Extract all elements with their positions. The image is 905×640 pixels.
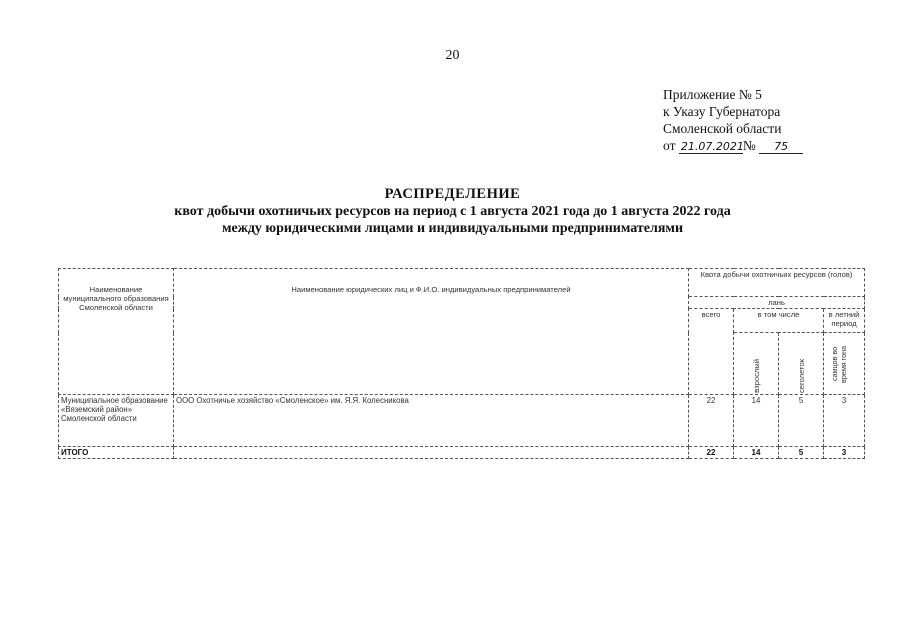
title-main: РАСПРЕДЕЛЕНИЕ	[384, 186, 521, 202]
header-including: в том числе	[734, 309, 824, 333]
total-total: 22	[689, 447, 734, 459]
total-row	[59, 447, 865, 459]
table-row	[59, 395, 865, 447]
appendix-block	[663, 86, 803, 154]
appendix-line-1: Приложение № 5	[663, 87, 762, 102]
total-entity-empty	[174, 447, 689, 459]
header-species: лань	[689, 297, 865, 309]
cell-municipality: Муниципальное образование «Вяземский район» Смоленской области	[59, 395, 174, 447]
cell-yearling: 5	[779, 395, 824, 447]
appendix-number: 75	[759, 141, 803, 154]
appendix-number-sign: №	[742, 138, 756, 153]
appendix-from-prefix: от	[663, 138, 676, 153]
total-adult: 14	[734, 447, 779, 459]
total-males-rut: 3	[824, 447, 865, 459]
title-line-2: квот добычи охотничьих ресурсов на период с 1 августа 2021 года до 1 августа 2022 года	[174, 204, 731, 219]
page-number: 20	[445, 48, 460, 63]
appendix-line-3: Смоленской области	[663, 121, 782, 136]
header-adult-cell	[734, 333, 779, 395]
header-males-rut: самцов во время гона	[830, 344, 849, 383]
quota-table	[58, 268, 865, 459]
document-title	[0, 186, 905, 237]
appendix-line-2: к Указу Губернатора	[663, 104, 781, 119]
appendix-date-line	[663, 137, 803, 154]
total-label: ИТОГО	[59, 447, 174, 459]
header-quota: Квота добычи охотничьих ресурсов (голов)	[689, 269, 865, 297]
cell-total: 22	[689, 395, 734, 447]
header-summer: в летний период	[824, 309, 865, 333]
cell-males-rut: 3	[824, 395, 865, 447]
header-municipality: Наименование муниципального образования Смоленской области	[59, 269, 174, 395]
total-yearling: 5	[779, 447, 824, 459]
header-yearling: сеголеток	[796, 358, 806, 393]
appendix-date: 21.07.2021	[680, 140, 744, 153]
header-yearling-cell	[779, 333, 824, 395]
header-adult: взрослый	[751, 359, 761, 393]
header-males-rut-cell	[824, 333, 865, 395]
cell-adult: 14	[734, 395, 779, 447]
cell-entity: ООО Охотничье хозяйство «Смоленское» им. Я.Я. Колесникова	[174, 395, 689, 447]
header-entity: Наименование юридических лиц и Ф.И.О. индивидуальных предпринимателей	[174, 269, 689, 395]
header-total: всего	[689, 309, 734, 395]
title-line-3: между юридическими лицами и индивидуальными предпринимателями	[221, 221, 684, 236]
